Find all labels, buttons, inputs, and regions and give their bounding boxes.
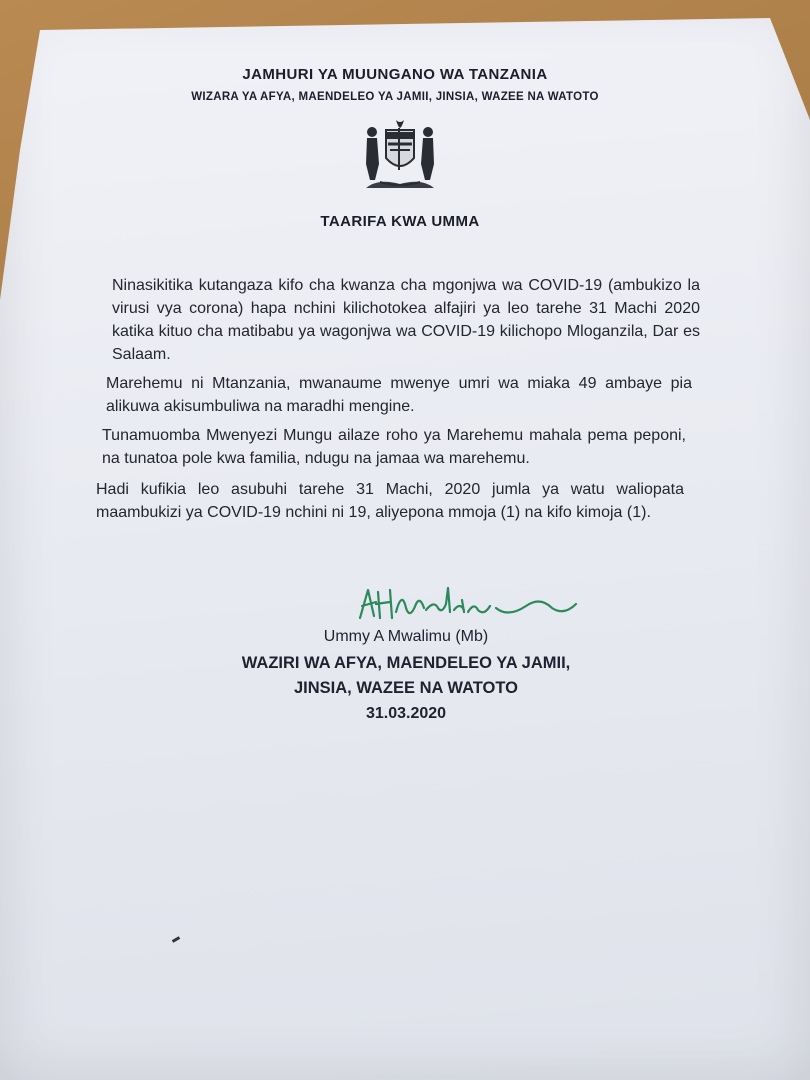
signatory-title-line-2: JINSIA, WAZEE NA WATOTO [294,679,518,697]
handwritten-signature [350,582,590,630]
paragraph-statistics: Hadi kufikia leo asubuhi tarehe 31 Machi, 2020 jumla ya watu waliopata maambukizi ya COVID-19 nchini ni 19, aliyepona mmoja (1) na kifo kimoja (1). [96,481,684,521]
country-heading: JAMHURI YA MUUNGANO WA TANZANIA [242,66,548,83]
signatory-title-line-1: WAZIRI WA AFYA, MAENDELEO YA JAMII, [241,654,571,672]
paragraph-deceased: Marehemu ni Mtanzania, mwanaume mwenye umri wa miaka 49 ambaye pia alikuwa akisumbuliwa na maradhi mengine. [106,375,692,415]
document-date: 31.03.2020 [365,705,447,722]
paragraph-condolence: Tunamuomba Mwenyezi Mungu ailaze roho ya Marehemu mahala pema peponi, na tunatoa pole kwa familia, ndugu na jamaa wa marehemu. [102,427,686,467]
ministry-heading: WIZARA YA AFYA, MAENDELEO YA JAMII, JINSIA, WAZEE NA WATOTO [191,91,599,103]
coat-of-arms-icon [358,118,442,192]
signatory-name: Ummy A Mwalimu (Mb) [323,628,489,645]
document-title: TAARIFA KWA UMMA [320,213,480,230]
paragraph-announcement: Ninasikitika kutangaza kifo cha kwanza cha mgonjwa wa COVID-19 (ambukizo la virusi vya corona) hapa nchini kilichotokea alfajiri ya leo tarehe 31 Machi 2020 katika kituo cha matibabu ya wagonjwa wa COVID-19 kilichopo Mloganzila, Dar es Salaam. [112,277,700,363]
